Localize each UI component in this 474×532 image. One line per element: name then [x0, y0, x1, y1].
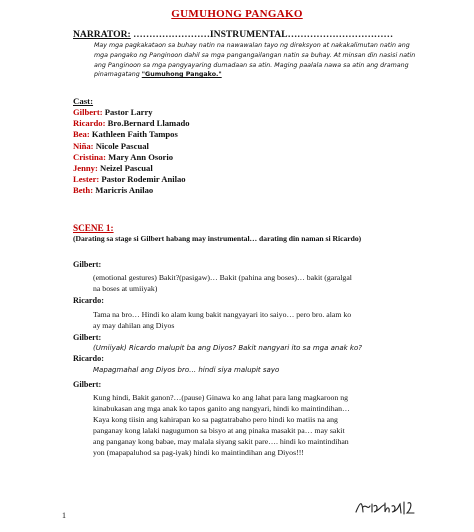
scene-heading: SCENE 1: — [73, 223, 114, 233]
speaker-label: Gilbert: — [73, 380, 102, 389]
narrator-text: May mga pagkakataon sa buhay natin na nawawalan tayo ng direksyon at nakakalimutan natin ang mga pangako ng Panginoon dahil sa mga pangangailangan natin sa buhay. At minsan din nasisi natin ang Panginoon sa mga pangyayaring dumadaan sa atin. Maging paalala nawa sa atin ang dramang pinamagatang — [94, 42, 416, 79]
cast-actor: Maricris Anilao — [95, 185, 154, 196]
dialogue-line: Kung hindi, Bakit ganon?…(pause) Ginawa ko ang lahat para lang magkaroon ng — [93, 393, 349, 402]
play-title: "Gumuhong Pangako." — [141, 71, 222, 79]
dialogue-line: Mapagmahal ang Diyos bro… hindi siya malupit sayo — [93, 366, 280, 374]
cast-actor: Kathleen Faith Tampos — [91, 129, 178, 140]
narrator-label: NARRATOR: — [73, 29, 131, 40]
narrator-dots-a: …………………… — [133, 29, 210, 40]
cast-list — [73, 107, 190, 197]
narrator-instrumental: INSTRUMENTAL — [209, 29, 288, 40]
cast-actor: Pastor Rodemir Anilao — [101, 174, 186, 185]
dialogue-line: ay may dahilan ang Diyos — [93, 321, 175, 330]
speaker-label: Ricardo: — [73, 354, 104, 363]
page-number: 1 — [62, 511, 66, 520]
scene-subtitle: (Darating sa stage si Gilbert habang may instrumental… darating din naman si Ricardo) — [73, 234, 362, 243]
cast-role: Cristina: — [73, 151, 106, 162]
cast-actor: Bro.Bernard Llamado — [107, 118, 190, 129]
narrator-line — [73, 29, 393, 40]
cast-item — [73, 141, 190, 152]
dialogue-line: Tama na bro… Hindi ko alam kung bakit nangyayari ito saiyo… pero bro. alam ko — [93, 310, 352, 319]
cast-role: Ricardo: — [73, 118, 106, 129]
cast-item — [73, 107, 190, 118]
dialogue-line: na boses at umiiyak) — [93, 284, 158, 293]
dialogue-line: kinabukasan ang mga anak ko tapos ganito ang nangyari, hindi ko maintindihan… — [93, 404, 350, 413]
dialogue-line: (emotional gestures) Bakit?(pasigaw)… Bakit (pahina ang boses)… bakit (garalgal — [93, 273, 352, 282]
cast-item — [73, 174, 190, 185]
cast-role: Bea: — [73, 129, 90, 140]
cast-role: Lester: — [73, 174, 100, 185]
cast-role: Niña: — [73, 140, 94, 151]
cast-role: Gilbert: — [73, 107, 103, 117]
cast-actor: Mary Ann Osorio — [108, 151, 174, 162]
cast-actor: Neizel Pascual — [100, 163, 153, 174]
dialogue-line: yon (mapapaluhod sa pag-iyak) hindi ko maintindihan ang Diyos!!! — [93, 448, 304, 457]
handwritten-signature — [354, 494, 434, 518]
cast-role: Jenny: — [73, 163, 98, 174]
cast-actor: Pastor Larry — [104, 107, 153, 117]
cast-item — [73, 118, 190, 129]
speaker-label: Gilbert: — [73, 333, 102, 342]
narrator-paragraph — [94, 41, 424, 80]
cast-item — [73, 185, 190, 196]
cast-role: Beth: — [73, 185, 94, 196]
cast-item — [73, 129, 190, 140]
dialogue-line: (Umiiyak) Ricardo malupit ba ang Diyos? Bakit nangyari ito sa mga anak ko? — [93, 344, 362, 352]
document-title: GUMUHONG PANGAKO — [171, 8, 303, 20]
cast-item — [73, 152, 190, 163]
dialogue-line: Kaya kong tiisin ang kahirapan ko sa pagtatrabaho pero hindi ko matiis na ang — [93, 415, 338, 424]
dialogue-line: panganay kong lalaki nagugumon sa bisyo at ang pinaka masakit pa… may sakit — [93, 426, 345, 435]
speaker-label: Gilbert: — [73, 260, 102, 269]
cast-item — [73, 163, 190, 174]
speaker-label: Ricardo: — [73, 296, 104, 305]
cast-heading: Cast: — [73, 96, 94, 106]
dialogue-line: ang panganay kong babae, may malala siyang sakit pare…. hindi ko maintindihan — [93, 437, 349, 446]
narrator-dots-b: …………………………… — [287, 29, 394, 40]
cast-actor: Nicole Pascual — [95, 140, 149, 151]
